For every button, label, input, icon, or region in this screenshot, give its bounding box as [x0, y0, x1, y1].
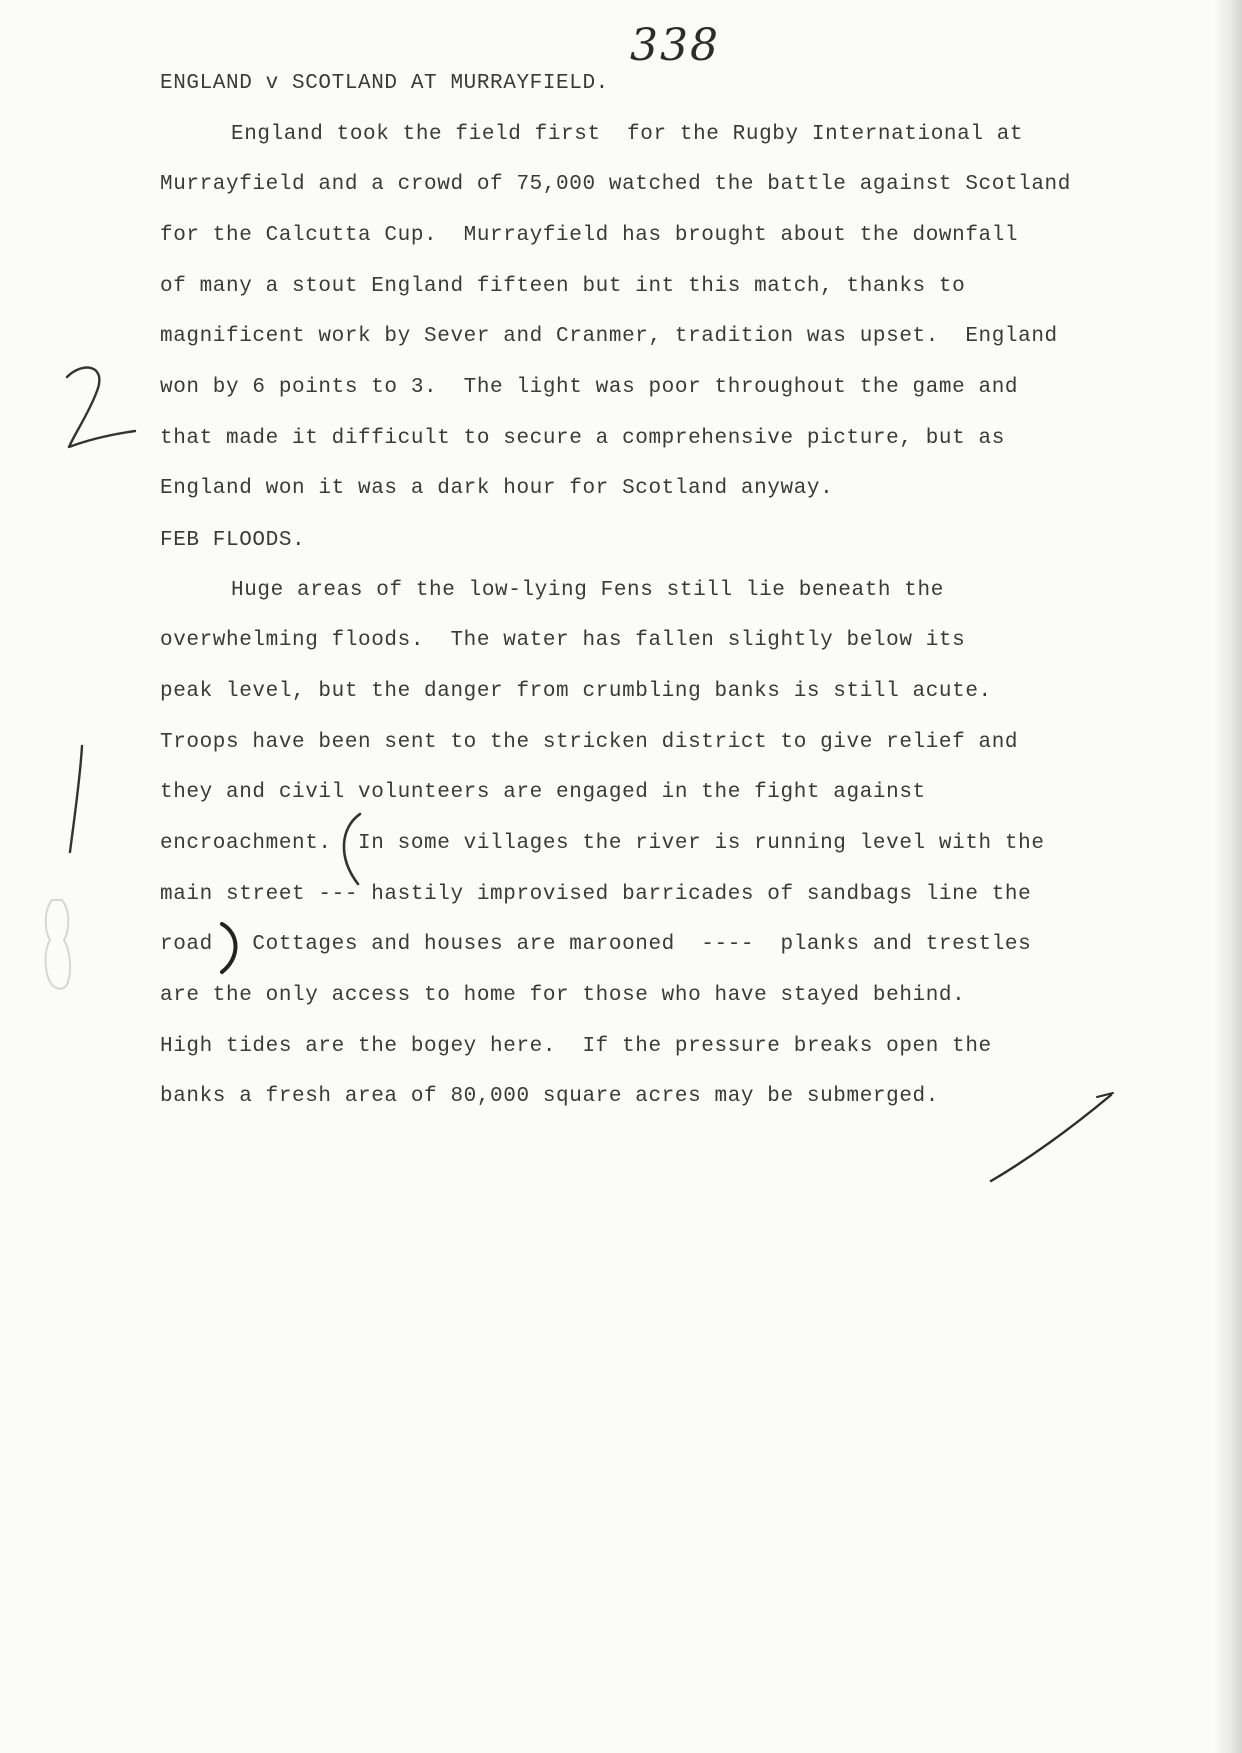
paragraph-line: England took the field first for the Rugby International at [231, 123, 1024, 146]
paragraph-line: encroachment. In some villages the river is running level with the [160, 832, 1045, 855]
section-title-rugby: ENGLAND v SCOTLAND AT MURRAYFIELD. [160, 72, 609, 95]
paragraph-line: are the only access to home for those who have stayed behind. [160, 984, 966, 1007]
end-slash-mark-icon [985, 1085, 1125, 1195]
paragraph-line: magnificent work by Sever and Cranmer, tradition was upset. England [160, 325, 1058, 348]
punch-hole-mark-icon [38, 890, 78, 1000]
open-bracket-mark-icon [330, 810, 370, 890]
paragraph-line: High tides are the bogey here. If the pressure breaks open the [160, 1035, 992, 1058]
paragraph-line: for the Calcutta Cup. Murrayfield has brought about the downfall [160, 224, 1019, 247]
paragraph-line: Huge areas of the low-lying Fens still lie beneath the [231, 579, 944, 602]
paragraph-line: England won it was a dark hour for Scotland anyway. [160, 477, 834, 500]
margin-mark-2-icon [55, 355, 145, 465]
paragraph-line: banks a fresh area of 80,000 square acres may be submerged. [160, 1085, 939, 1108]
paragraph-line: that made it difficult to secure a comprehensive picture, but as [160, 427, 1005, 450]
paragraph-line: Troops have been sent to the stricken district to give relief and [160, 731, 1019, 754]
paragraph-line: won by 6 points to 3. The light was poor throughout the game and [160, 376, 1019, 399]
paragraph-line: main street --- hastily improvised barricades of sandbags line the [160, 883, 1032, 906]
paragraph-line: they and civil volunteers are engaged in the fight against [160, 781, 926, 804]
paragraph-line: road Cottages and houses are marooned ---- planks and trestles [160, 933, 1032, 956]
paragraph-line: peak level, but the danger from crumbling banks is still acute. [160, 680, 992, 703]
section-title-floods: FEB FLOODS. [160, 529, 306, 552]
paragraph-line: overwhelming floods. The water has fallen slightly below its [160, 629, 966, 652]
margin-mark-1-icon [60, 740, 100, 860]
paragraph-line: Murrayfield and a crowd of 75,000 watched the battle against Scotland [160, 173, 1071, 196]
handwritten-page-number: 338 [630, 20, 720, 71]
page-edge-shadow [1214, 0, 1242, 1753]
close-bracket-mark-icon [216, 918, 246, 978]
paragraph-line: of many a stout England fifteen but int this match, thanks to [160, 275, 966, 298]
